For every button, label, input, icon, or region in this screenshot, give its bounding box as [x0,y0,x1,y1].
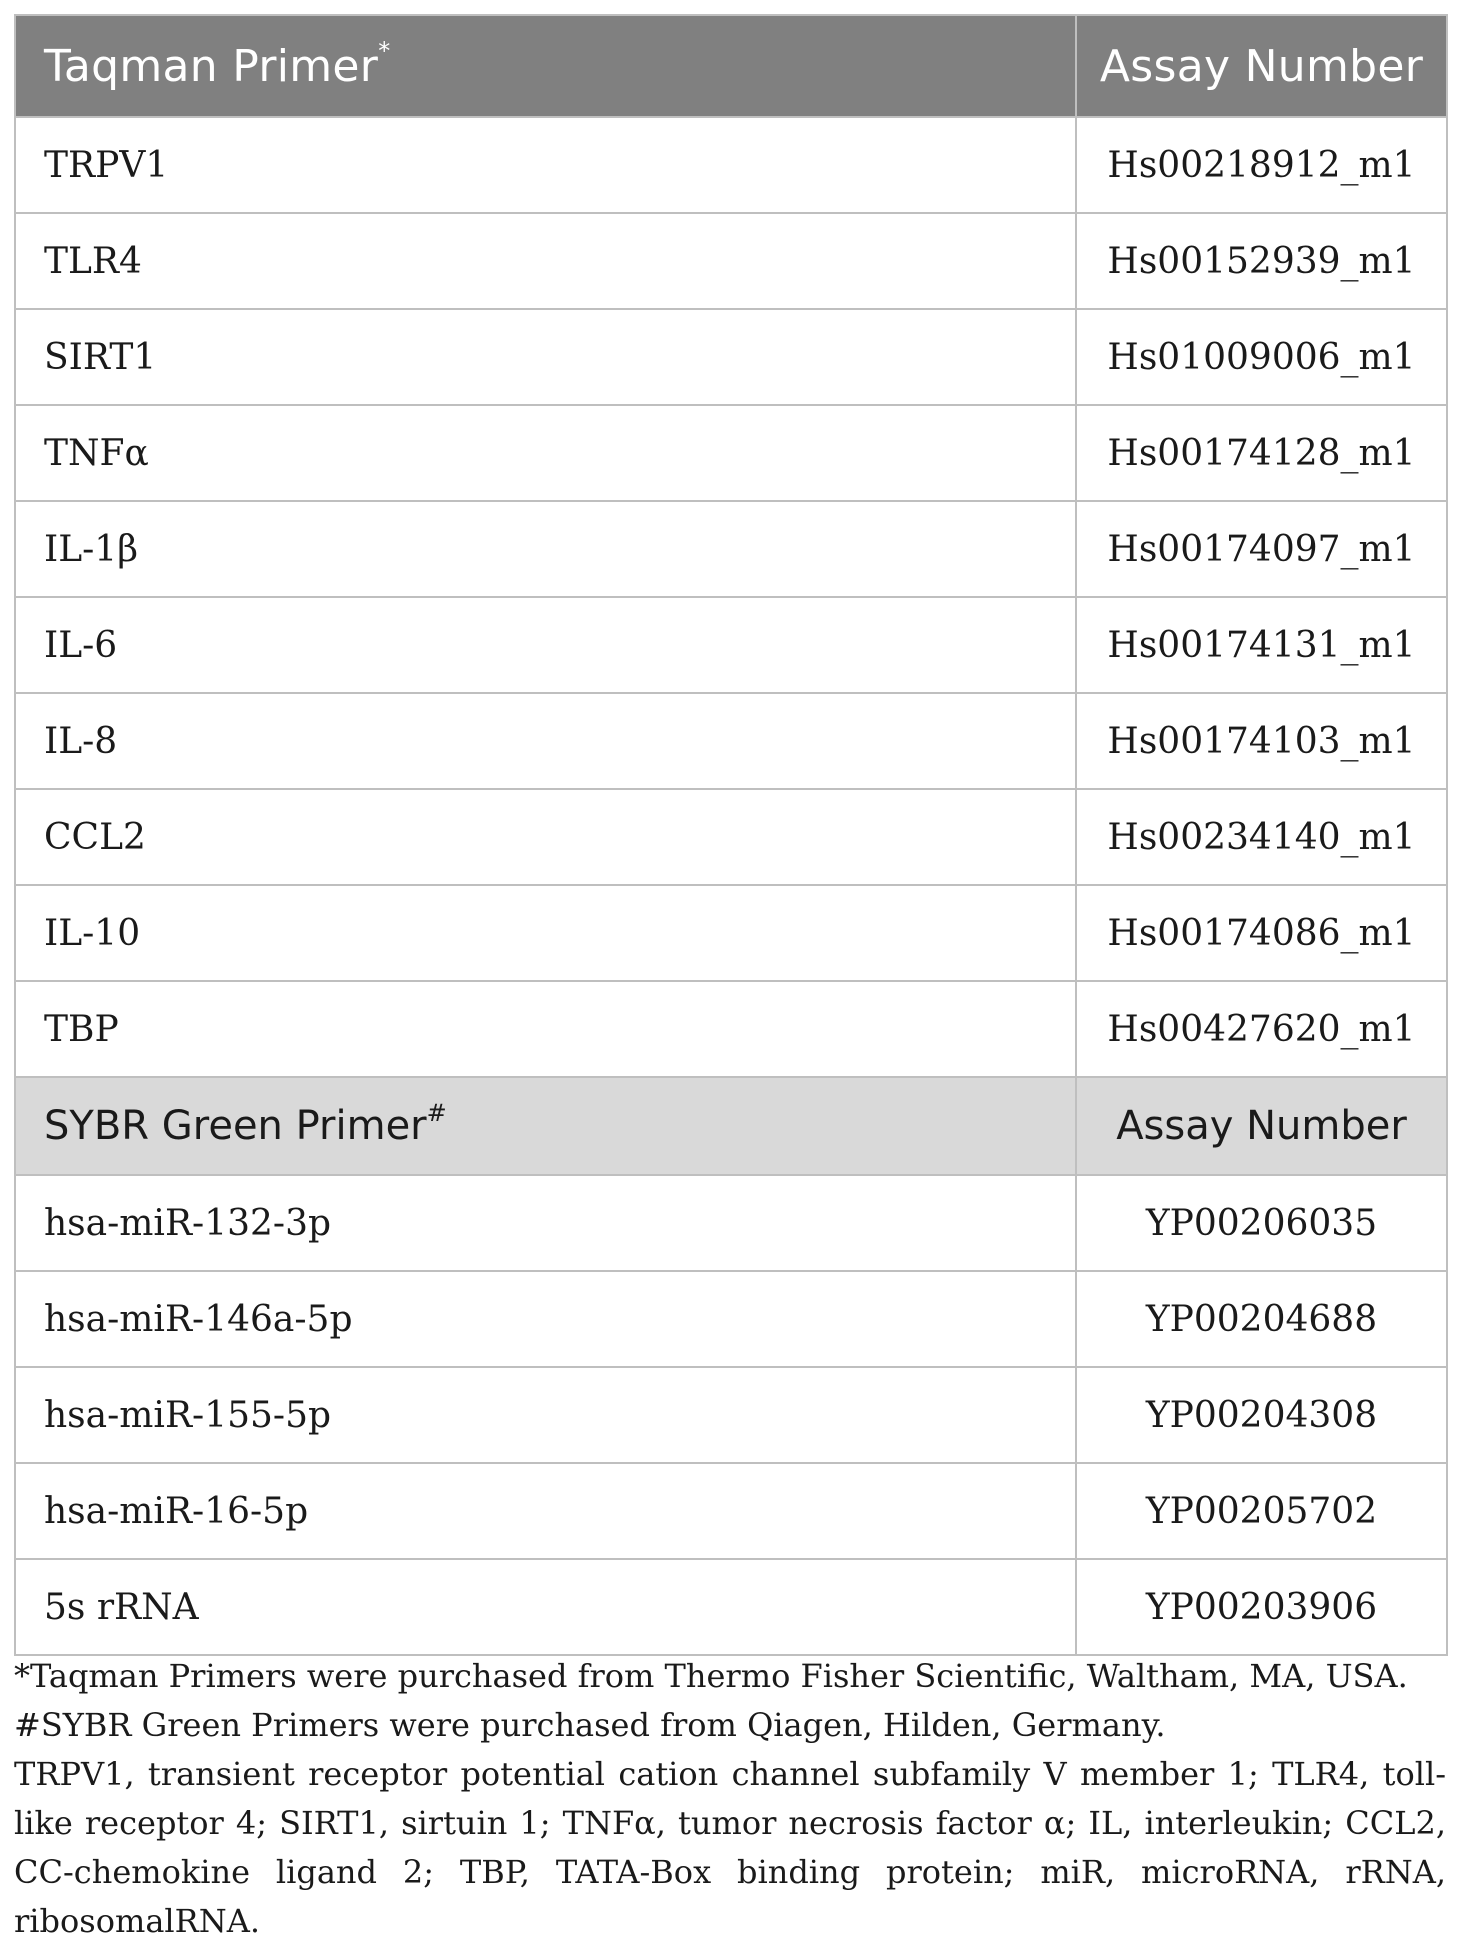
primer-cell: TNFα [15,405,1076,501]
assay-number-cell: Hs00218912_m1 [1076,117,1447,213]
assay-number-cell: Hs00152939_m1 [1076,213,1447,309]
table-row [15,693,1447,789]
footnote-sybr-source: #SYBR Green Primers were purchased from Qiagen, Hilden, Germany. [14,1706,1166,1744]
assay-number-cell: Hs01009006_m1 [1076,309,1447,405]
primer-cell: TBP [15,981,1076,1077]
primer-cell: IL-6 [15,597,1076,693]
assay-number-cell: Hs00174131_m1 [1076,597,1447,693]
table-row [15,1559,1447,1655]
table-row [15,1463,1447,1559]
primer-cell: IL-10 [15,885,1076,981]
taqman-body [15,117,1447,1077]
assay-number-cell: YP00204308 [1076,1367,1447,1463]
sybr-body [15,1175,1447,1655]
subheader-assay-number: Assay Number [1076,1077,1447,1175]
assay-number-cell: YP00205702 [1076,1463,1447,1559]
primer-cell: IL-8 [15,693,1076,789]
table-row [15,1367,1447,1463]
table-row [15,1271,1447,1367]
primer-cell: hsa-miR-146a-5p [15,1271,1076,1367]
primer-cell: IL-1β [15,501,1076,597]
assay-number-cell: Hs00174097_m1 [1076,501,1447,597]
assay-number-cell: Hs00174128_m1 [1076,405,1447,501]
table-row [15,789,1447,885]
primer-cell: CCL2 [15,789,1076,885]
sybr-subheader-row [15,1077,1447,1175]
assay-number-cell: Hs00174103_m1 [1076,693,1447,789]
table-row [15,597,1447,693]
table-footnotes [14,1652,1446,1946]
assay-number-cell: Hs00174086_m1 [1076,885,1447,981]
table-row [15,501,1447,597]
table-row [15,213,1447,309]
primer-cell: TRPV1 [15,117,1076,213]
table-row [15,117,1447,213]
assay-number-cell: YP00203906 [1076,1559,1447,1655]
table-row [15,405,1447,501]
subheader-sybr-primer: SYBR Green Primer# [15,1077,1076,1175]
header-taqman-mark: * [378,36,391,65]
primer-cell: SIRT1 [15,309,1076,405]
footnote-taqman-source: *Taqman Primers were purchased from Thermo Fisher Scientific, Waltham, MA, USA. [14,1657,1408,1695]
assay-number-cell: YP00204688 [1076,1271,1447,1367]
primer-cell: hsa-miR-155-5p [15,1367,1076,1463]
assay-number-cell: Hs00234140_m1 [1076,789,1447,885]
assay-number-cell: Hs00427620_m1 [1076,981,1447,1077]
primer-cell: TLR4 [15,213,1076,309]
subheader-sybr-mark: # [426,1099,447,1127]
table-row [15,309,1447,405]
table-row [15,885,1447,981]
primer-table [14,14,1448,1656]
table-row [15,981,1447,1077]
primer-cell: hsa-miR-16-5p [15,1463,1076,1559]
primer-table-container [14,14,1446,1656]
header-taqman-primer: Taqman Primer* [15,15,1076,117]
primer-cell: hsa-miR-132-3p [15,1175,1076,1271]
footnote-abbreviations: TRPV1, transient receptor potential cation channel subfamily V member 1; TLR4, toll-like receptor 4; SIRT1, sirtuin 1; TNFα, tumor necrosis factor α; IL, interleukin; CCL2, CC-chemokine ligand 2; TBP, TATA-Box binding protein; miR, microRNA, rRNA, ribosomalRNA. [14,1755,1446,1940]
table-header-row [15,15,1447,117]
header-assay-number: Assay Number [1076,15,1447,117]
table-row [15,1175,1447,1271]
primer-cell: 5s rRNA [15,1559,1076,1655]
assay-number-cell: YP00206035 [1076,1175,1447,1271]
